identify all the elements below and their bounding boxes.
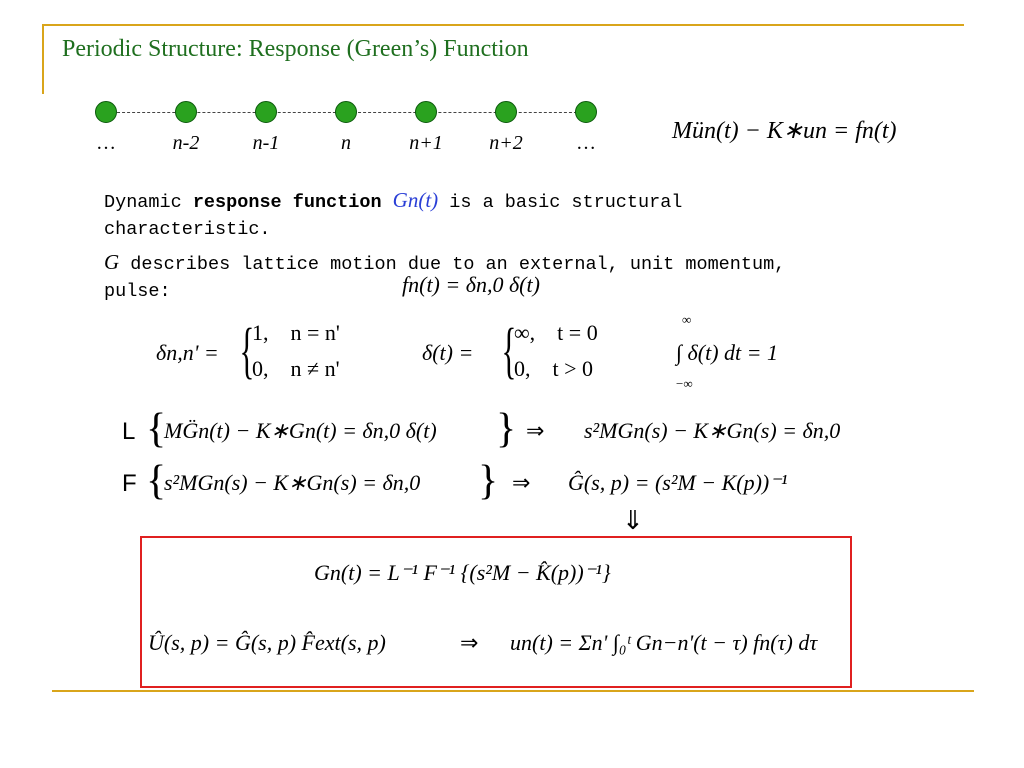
node-label: n: [341, 132, 351, 154]
dirac-brace: {: [501, 317, 517, 385]
equation-of-motion: Mün(t) − K∗un = fn(t): [672, 118, 897, 144]
integral-upper-limit: ∞: [682, 312, 692, 327]
lattice-node: [255, 101, 277, 123]
implies-arrow: ⇒: [460, 630, 479, 655]
paragraph-line-2: characteristic.: [104, 219, 271, 240]
laplace-brace-close: }: [496, 406, 517, 452]
node-label: n+2: [489, 132, 523, 154]
lattice-node: [335, 101, 357, 123]
force-equation: fn(t) = δn,0 δ(t): [402, 272, 540, 297]
slide-title: Periodic Structure: Response (Green’s) Function: [62, 36, 529, 62]
laplace-operator: L: [122, 418, 136, 445]
fourier-brace-open: {: [146, 458, 167, 504]
node-label: n+1: [409, 132, 443, 154]
kronecker-case-1: 1, n = n': [252, 320, 340, 345]
laplace-s-equation: s²MGn(s) − K∗Gn(s) = δn,0: [584, 418, 841, 443]
lattice-node: [575, 101, 597, 123]
node-label: …: [96, 132, 116, 154]
lattice-node: [95, 101, 117, 123]
dirac-case-1: ∞, t = 0: [514, 320, 598, 345]
text-dynamic: Dynamic: [104, 192, 193, 213]
kronecker-brace: {: [239, 317, 255, 385]
node-label: n-2: [172, 132, 200, 154]
laplace-time-equation: MG̈n(t) − K∗Gn(t) = δn,0 δ(t): [164, 418, 437, 443]
convolution-solution: un(t) = Σn' ∫₀ᵗ Gn−n'(t − τ) fn(τ) dτ: [510, 630, 818, 655]
kronecker-delta-lhs: δn,n' =: [156, 340, 219, 365]
lattice-node: [175, 101, 197, 123]
text-response-function: response function: [192, 192, 382, 213]
node-label: …: [576, 132, 596, 154]
integral-lower-limit: −∞: [676, 376, 693, 391]
green-function-symbol: Gn(t): [392, 188, 439, 212]
kronecker-case-2: 0, n ≠ n': [252, 356, 340, 381]
fourier-s-equation: s²MGn(s) − K∗Gn(s) = δn,0: [164, 470, 421, 495]
text-describes: describes lattice motion due to an external, unit momentum,: [119, 254, 786, 275]
implies-arrow: ⇒: [512, 470, 531, 495]
laplace-brace-open: {: [146, 406, 167, 452]
fourier-brace-close: }: [478, 458, 499, 504]
text-basic-structural: is a basic structural: [438, 192, 683, 213]
response-transform-equation: Û(s, p) = Ĝ(s, p) F̂ext(s, p): [148, 630, 386, 655]
top-accent-rule: [42, 24, 964, 26]
fourier-operator: F: [122, 470, 137, 497]
g-symbol: G: [104, 250, 120, 274]
green-function-result: Gn(t) = L⁻¹ F⁻¹ {(s²M − K̂(p))⁻¹}: [314, 560, 611, 585]
fourier-solution: Ĝ(s, p) = (s²M − K(p))⁻¹: [568, 470, 788, 495]
dirac-case-2: 0, t > 0: [514, 356, 594, 381]
bottom-accent-rule: [52, 690, 974, 692]
lattice-node: [415, 101, 437, 123]
left-accent-rule: [42, 24, 44, 94]
node-label: n-1: [252, 132, 280, 154]
down-double-arrow: ⇓: [622, 506, 644, 535]
integral-normalization: ∫ δ(t) dt = 1: [676, 340, 778, 365]
result-box: [140, 536, 852, 688]
paragraph-line-1: [104, 188, 682, 213]
implies-arrow: ⇒: [526, 418, 545, 443]
paragraph-line-4: pulse:: [104, 281, 171, 302]
lattice-chain: [95, 100, 605, 160]
dirac-delta-lhs: δ(t) =: [422, 340, 474, 365]
lattice-node: [495, 101, 517, 123]
